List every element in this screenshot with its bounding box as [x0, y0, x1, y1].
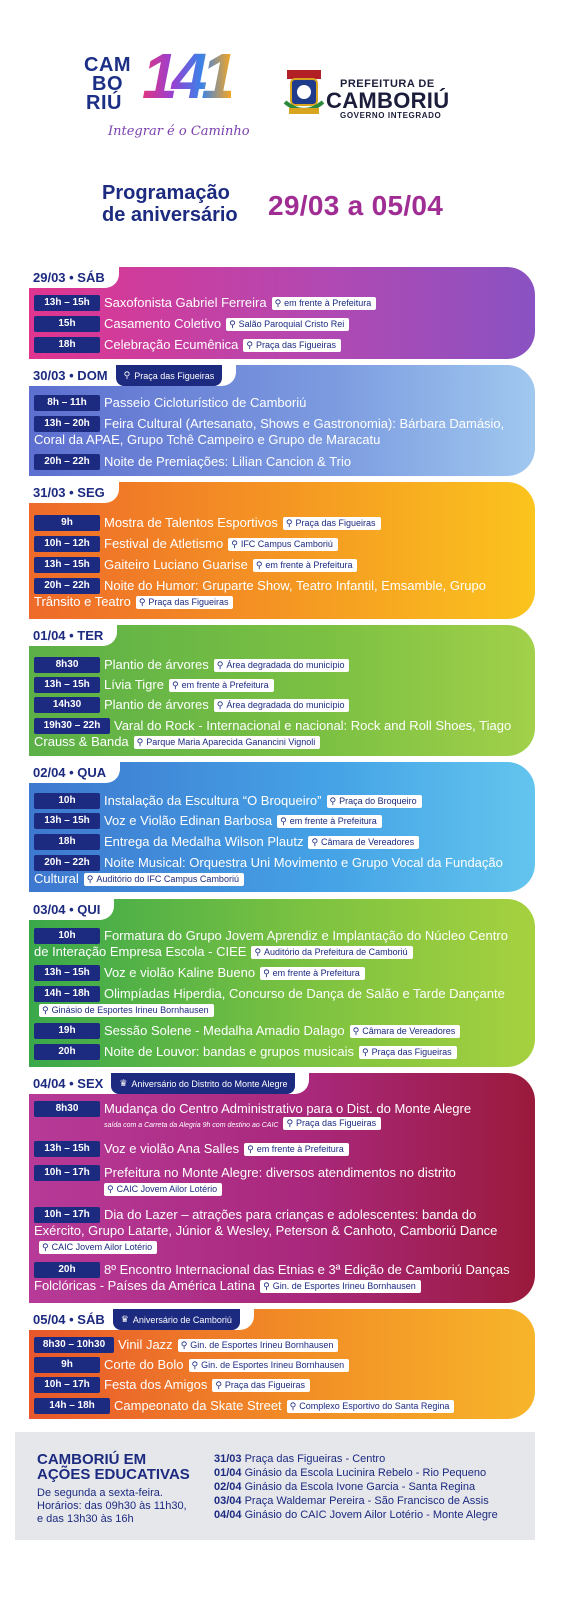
event-row [34, 578, 525, 610]
map-pin-icon: ⚲ [231, 539, 238, 549]
educational-actions-schedule: De segunda a sexta-feira. Horários: das 09h30 às 11h30, e das 13h30 às 16h [37, 1487, 187, 1525]
event-location: ⚲ Gin. de Esportes Irineu Bornhausen [189, 1359, 350, 1372]
event-location: ⚲ Praça das Figueiras [359, 1046, 457, 1059]
event-title: Lívia Tigre [104, 677, 164, 692]
list-item: 03/04 Praça Waldemar Pereira - São Francisco de Assis [214, 1495, 489, 1507]
event-location: ⚲ CAIC Jovem Ailor Lotério [39, 1241, 157, 1254]
map-pin-icon: ⚲ [263, 1281, 270, 1291]
event-location: ⚲ em frente à Prefeitura [277, 815, 382, 828]
logo-tagline: Integrar é o Caminho [108, 124, 250, 139]
event-time: 13h – 15h [34, 965, 100, 981]
event-row [34, 1165, 525, 1197]
map-pin-icon: ⚲ [329, 796, 337, 806]
event-time: 8h30 – 10h30 [34, 1337, 114, 1353]
event-row [34, 965, 525, 981]
map-pin-icon: ⚲ [362, 1047, 369, 1057]
event-location: ⚲ Praça das Figueiras [136, 596, 234, 609]
logo-word-3: RIÚ [86, 92, 122, 114]
event-note: saída com a Carreta da Alegria 9h com destino ao CAIC [104, 1122, 279, 1129]
event-location: ⚲ em frente à Prefeitura [260, 967, 365, 980]
event-row [34, 536, 525, 552]
event-time: 14h30 [34, 697, 100, 713]
event-time: 19h [34, 1023, 100, 1039]
event-location: ⚲ Praça das Figueiras [243, 339, 341, 352]
event-title: Vinil Jazz [118, 1337, 173, 1352]
day-label: 31/03 • SEG [33, 485, 105, 500]
map-pin-icon: ⚲ [215, 1380, 222, 1390]
event-location: ⚲ em frente à Prefeitura [272, 297, 377, 310]
event-row [34, 697, 525, 713]
map-pin-icon: ⚲ [123, 370, 131, 380]
event-location: ⚲ Auditório da Prefeitura de Camboriú [251, 946, 412, 959]
map-pin-icon: ⚲ [352, 1026, 360, 1036]
event-time: 13h – 15h [34, 557, 100, 573]
day-section-03-04 [29, 899, 535, 1067]
day-label: 05/04 • SÁB [33, 1312, 105, 1327]
map-pin-icon: ⚲ [191, 1360, 199, 1370]
map-pin-icon: ⚲ [229, 319, 236, 329]
day-label: 02/04 • QUA [33, 765, 107, 780]
event-title: Instalação da Escultura “O Broqueiro” [104, 793, 322, 808]
day-section-02-04 [29, 762, 535, 892]
event-time: 20h – 22h [34, 855, 100, 871]
day-location-badge: ♛ Aniversário do Distrito do Monte Alegre [111, 1073, 295, 1094]
event-row [34, 657, 525, 673]
educational-actions-title: CAMBORIÚ EM AÇÕES EDUCATIVAS [37, 1451, 190, 1483]
event-title: Noite do Humor: Gruparte Show, Teatro Infantil, Emsamble, Grupo Trânsito e Teatro [34, 578, 486, 609]
event-title: Plantio de árvores [104, 657, 209, 672]
event-time: 14h – 18h [34, 1398, 110, 1414]
event-row [34, 295, 525, 311]
event-title: Olimpíadas Hiperdia, Concurso de Dança de Salão e Tarde Dançante [104, 986, 505, 1001]
prefeitura-line-2: CAMBORIÚ [326, 88, 450, 113]
event-title: Noite Musical: Orquestra Uni Movimento e Grupo Vocal da Fundação Cultural [34, 855, 503, 886]
map-pin-icon: ⚲ [255, 560, 263, 570]
list-item: 04/04 Ginásio do CAIC Jovem Ailor Lotério - Monte Alegre [214, 1509, 498, 1521]
event-time: 9h [34, 1357, 100, 1373]
event-title: Voz e violão Kaline Bueno [104, 965, 256, 980]
map-pin-icon: ⚲ [263, 968, 270, 978]
event-time: 10h – 17h [34, 1165, 100, 1181]
event-row [34, 855, 525, 887]
event-time: 19h30 – 22h [34, 718, 110, 734]
event-location: ⚲ Salão Paroquial Cristo Rei [226, 318, 349, 331]
day-location-badge: ⚲ Praça das Figueiras [116, 365, 223, 386]
logo-word-1: CAM [84, 54, 132, 76]
event-time: 10h – 17h [34, 1207, 100, 1223]
coat-of-arms-icon [283, 68, 325, 118]
page-title: Programação de aniversário [102, 182, 238, 226]
event-row [34, 1337, 525, 1353]
day-label: 30/03 • DOM [33, 368, 108, 383]
map-pin-icon: ⚲ [254, 947, 262, 957]
map-pin-icon: ⚲ [42, 1005, 49, 1015]
event-location: ⚲ Área degradada do município [214, 659, 350, 672]
map-pin-icon: ⚲ [274, 298, 282, 308]
event-row [34, 718, 525, 750]
map-pin-icon: ⚲ [311, 837, 319, 847]
cake-icon: ♛ [119, 1078, 128, 1088]
day-section-01-04 [29, 625, 535, 756]
event-time: 10h [34, 793, 100, 809]
event-title: Saxofonista Gabriel Ferreira [104, 295, 267, 310]
event-time: 10h – 17h [34, 1377, 100, 1393]
event-title: Prefeitura no Monte Alegre: diversos atendimentos no distrito [104, 1165, 456, 1180]
prefeitura-line-3: GOVERNO INTEGRADO [340, 111, 442, 120]
event-row [34, 1044, 525, 1060]
event-location: ⚲ IFC Campus Camboriú [228, 538, 338, 551]
event-title: Festa dos Amigos [104, 1377, 208, 1392]
event-time: 20h – 22h [34, 578, 100, 594]
day-label: 04/04 • SEX [33, 1076, 104, 1091]
event-row [34, 316, 525, 332]
map-pin-icon: ⚲ [280, 816, 287, 826]
event-row [34, 395, 525, 411]
event-row [34, 793, 525, 809]
event-location: ⚲ Área degradada do município [214, 699, 350, 712]
event-row [34, 416, 525, 448]
event-time: 13h – 20h [34, 416, 100, 432]
event-title: Voz e Violão Edinan Barbosa [104, 813, 273, 828]
event-time: 14h – 18h [34, 986, 100, 1002]
event-row [34, 1262, 525, 1294]
event-title: Varal do Rock - Internacional e nacional: Rock and Roll Shoes, Tiago Crauss & Banda [34, 718, 512, 749]
event-row [34, 1207, 525, 1255]
event-title: Feira Cultural (Artesanato, Shows e Gastronomia): Bárbara Damásio, Coral da APAE, Grupo Tchê Campeiro e Grupo de Maracatu [34, 416, 505, 447]
event-location: ⚲ CAIC Jovem Ailor Lotério [104, 1183, 222, 1196]
date-range: 29/03 a 05/04 [268, 190, 444, 221]
day-label: 29/03 • SÁB [33, 270, 105, 285]
logo-word-2: BO [92, 73, 123, 95]
map-pin-icon: ⚲ [136, 737, 144, 747]
event-title: Campeonato da Skate Street [114, 1398, 282, 1413]
event-title: Voz e violão Ana Salles [104, 1141, 240, 1156]
event-title: Mostra de Talentos Esportivos [104, 515, 278, 530]
map-pin-icon: ⚲ [247, 1144, 254, 1154]
event-time: 9h [34, 515, 100, 531]
educational-actions-box [15, 1432, 535, 1540]
event-title: Corte do Bolo [104, 1357, 184, 1372]
event-time: 13h – 15h [34, 813, 100, 829]
event-location: ⚲ Câmara de Vereadores [350, 1025, 461, 1038]
event-location: ⚲ Praça das Figueiras [212, 1379, 310, 1392]
event-row [34, 677, 525, 693]
event-title: Dia do Lazer – atrações para crianças e adolescentes: banda do Exército, Grupo Latarte, Júnior & Wesley, Peterson & Canhoto, Camboriú Dance [34, 1207, 498, 1238]
map-pin-icon: ⚲ [289, 1401, 297, 1411]
event-row [34, 1023, 525, 1039]
day-section-29-03 [29, 267, 535, 359]
event-time: 8h30 [34, 1101, 100, 1117]
event-time: 8h – 11h [34, 395, 100, 411]
map-pin-icon: ⚲ [171, 680, 179, 690]
event-row [34, 834, 525, 850]
event-title: Formatura do Grupo Jovem Aprendiz e Implantação do Núcleo Centro de Interação Empresa Escola - CIEE [34, 928, 508, 959]
event-row [34, 1101, 525, 1131]
event-row [34, 337, 525, 353]
event-location: ⚲ Praça do Broqueiro [327, 795, 422, 808]
event-location: ⚲ Parque Maria Aparecida Ganancini Vignoli [134, 736, 321, 749]
event-location: ⚲ Auditório do IFC Campus Camboriú [84, 873, 244, 886]
event-time: 13h – 15h [34, 677, 100, 693]
event-row [34, 1141, 525, 1157]
event-location: ⚲ Complexo Esportivo do Santa Regina [287, 1400, 455, 1413]
event-time: 10h – 12h [34, 536, 100, 552]
educational-actions-list [214, 1452, 498, 1522]
event-time: 13h – 15h [34, 295, 100, 311]
event-time: 8h30 [34, 657, 100, 673]
map-pin-icon: ⚲ [216, 700, 224, 710]
map-pin-icon: ⚲ [180, 1340, 188, 1350]
event-row [34, 928, 525, 960]
map-pin-icon: ⚲ [42, 1242, 49, 1252]
logo-wordmark [84, 56, 131, 113]
event-time: 10h [34, 928, 100, 944]
event-title: 8º Encontro Internacional das Etnias e 3ª Edição de Camboriú Danças Folclóricas - Países da América Latina [34, 1262, 510, 1293]
event-location: ⚲ Gin. de Esportes Irineu Bornhausen [178, 1339, 339, 1352]
event-time: 18h [34, 337, 100, 353]
event-location: ⚲ em frente à Prefeitura [244, 1143, 349, 1156]
list-item: 02/04 Ginásio da Escola Ivone Garcia - Santa Regina [214, 1481, 476, 1493]
event-location: ⚲ Gin. de Esportes Irineu Bornhausen [260, 1280, 421, 1293]
cake-icon: ♛ [120, 1314, 129, 1324]
event-row [34, 986, 525, 1018]
event-time: 20h [34, 1044, 100, 1060]
event-title: Celebração Ecumênica [104, 337, 239, 352]
event-title: Plantio de árvores [104, 697, 209, 712]
event-location: ⚲ Ginásio de Esportes Irineu Bornhausen [39, 1004, 214, 1017]
event-title: Gaiteiro Luciano Guarise [104, 557, 248, 572]
event-title: Noite de Premiações: Lilian Cancion & Trio [104, 454, 352, 469]
event-title: Noite de Louvor: bandas e grupos musicais [104, 1044, 355, 1059]
event-row [34, 1357, 525, 1373]
event-time: 18h [34, 834, 100, 850]
list-item: 01/04 Ginásio da Escola Lucinira Rebelo - Rio Pequeno [214, 1467, 487, 1479]
event-title: Passeio Cicloturístico de Camboriú [104, 395, 307, 410]
event-title: Festival de Atletismo [104, 536, 224, 551]
map-pin-icon: ⚲ [138, 597, 146, 607]
event-row [34, 454, 525, 470]
event-location: ⚲ Praça das Figueiras [283, 1117, 381, 1130]
map-pin-icon: ⚲ [107, 1184, 114, 1194]
map-pin-icon: ⚲ [285, 518, 293, 528]
event-row [34, 1398, 525, 1414]
event-location: ⚲ em frente à Prefeitura [253, 559, 358, 572]
day-label: 03/04 • QUI [33, 902, 101, 917]
event-time: 20h – 22h [34, 454, 100, 470]
day-label: 01/04 • TER [33, 628, 104, 643]
map-pin-icon: ⚲ [286, 1118, 294, 1128]
event-location: ⚲ em frente à Prefeitura [169, 679, 274, 692]
event-title: Casamento Coletivo [104, 316, 222, 331]
day-section-05-04 [29, 1309, 535, 1419]
day-section-31-03 [29, 482, 535, 619]
event-row [34, 813, 525, 829]
event-row [34, 557, 525, 573]
event-location: ⚲ Praça das Figueiras [283, 517, 381, 530]
event-row [34, 1377, 525, 1393]
logo-number: 141 [142, 40, 231, 112]
prefeitura-line-1: PREFEITURA DE [340, 78, 435, 90]
list-item: 31/03 Praça das Figueiras - Centro [214, 1453, 386, 1465]
map-pin-icon: ⚲ [86, 874, 94, 884]
day-location-badge: ♛ Aniversário de Camboriú [113, 1309, 240, 1330]
event-time: 13h – 15h [34, 1141, 100, 1157]
event-time: 15h [34, 316, 100, 332]
event-title: Entrega da Medalha Wilson Plautz [104, 834, 304, 849]
day-section-04-04 [29, 1073, 535, 1303]
event-time: 20h [34, 1262, 100, 1278]
event-row [34, 515, 525, 531]
event-location: ⚲ Câmara de Vereadores [308, 836, 419, 849]
event-title: Mudança do Centro Administrativo para o Dist. do Monte Alegre [104, 1101, 472, 1116]
day-section-30-03 [29, 365, 535, 476]
map-pin-icon: ⚲ [216, 660, 224, 670]
map-pin-icon: ⚲ [246, 340, 253, 350]
event-title: Sessão Solene - Medalha Amadio Dalago [104, 1023, 345, 1038]
